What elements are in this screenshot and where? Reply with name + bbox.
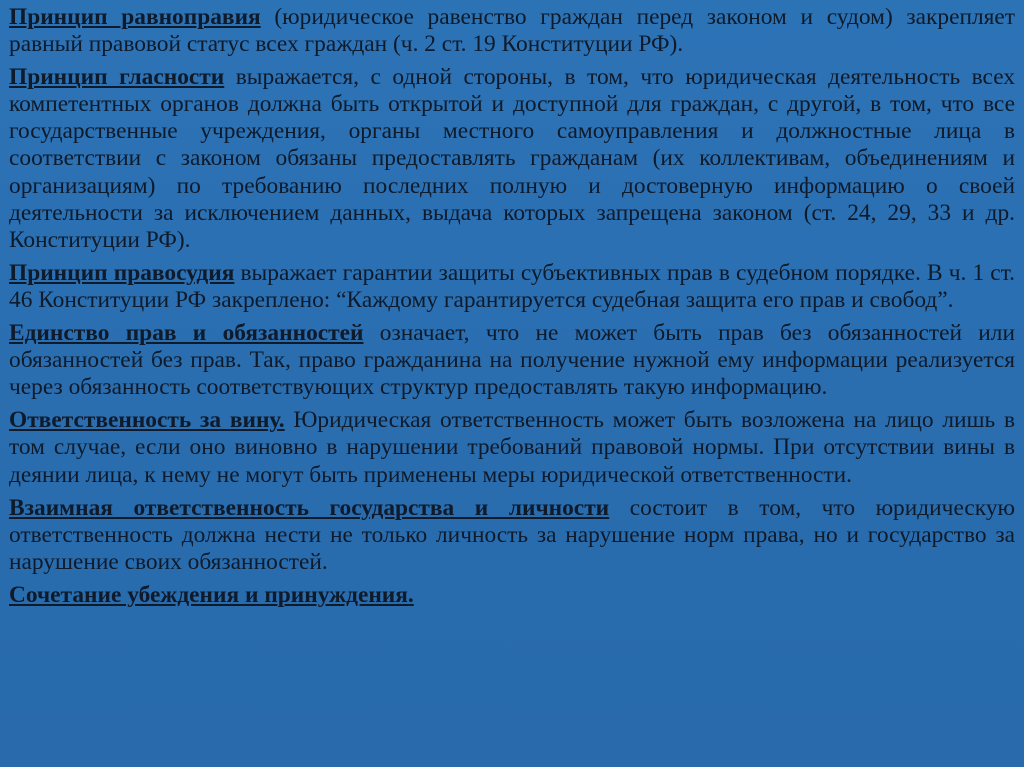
text-equality: (юридическое равенство граждан перед законом и судом) закрепляет равный правовой статус всех граждан (ч. 2 ст. 19 Конституции РФ).	[9, 4, 1016, 58]
slide-body	[9, 4, 1015, 615]
term-rights-duties: Единство прав и обязанностей	[9, 320, 364, 347]
paragraph-rights-duties	[9, 320, 1015, 401]
paragraph-equality	[9, 4, 1015, 58]
text-rights-duties: означает, что не может быть прав без обязанностей или обязанностей без прав. Так, право гражданина на получение нужной ему информации реализуется через обязанность соответствующих структур предоставлять такую информацию.	[9, 320, 1015, 401]
paragraph-mutual-liability	[9, 495, 1015, 576]
term-mutual-liability: Взаимная ответственность государства и личности	[9, 494, 610, 521]
term-justice: Принцип правосудия	[9, 259, 235, 286]
paragraph-justice	[9, 260, 1015, 314]
term-publicity: Принцип гласности	[9, 64, 225, 91]
text-mutual-liability: состоит в том, что юридическую ответственность должна нести не только личность за нарушение норм права, но и государство за нарушение своих обязанностей.	[9, 494, 1015, 575]
text-liability-fault: Юридическая ответственность может быть возложена на лицо лишь в том случае, если оно виновно в нарушении требований правовой нормы. При отсутствии вины в деянии лица, к нему не могут быть применены меры юридической ответственности.	[9, 407, 1015, 488]
paragraph-persuasion-coercion	[9, 582, 1015, 609]
term-equality: Принцип равноправия	[9, 4, 261, 30]
text-publicity: выражается, с одной стороны, в том, что юридическая деятельность всех компетентных органов должна быть открытой и доступной для граждан, с другой, в том, что все государственные учреждения, органы местного самоуправления и должностные лица в соответствии с законом обязаны предоставлять гражданам (их коллективам, объединениям и организациям) по требованию последних полную и достоверную информацию о своей деятельности за исключением данных, выдача которых запрещена законом (ст. 24, 29, 33 и др. Конституции РФ).	[9, 64, 1015, 253]
term-liability-fault: Ответственность за вину.	[9, 407, 285, 434]
text-justice: выражает гарантии защиты субъективных прав в судебном порядке. В ч. 1 ст. 46 Конституции РФ закреплено: “Каждому гарантируется судебная защита его прав и свобод”.	[9, 259, 1015, 313]
paragraph-publicity	[9, 64, 1015, 254]
term-persuasion-coercion: Сочетание убеждения и принуждения.	[9, 581, 414, 608]
paragraph-liability-fault	[9, 407, 1015, 488]
